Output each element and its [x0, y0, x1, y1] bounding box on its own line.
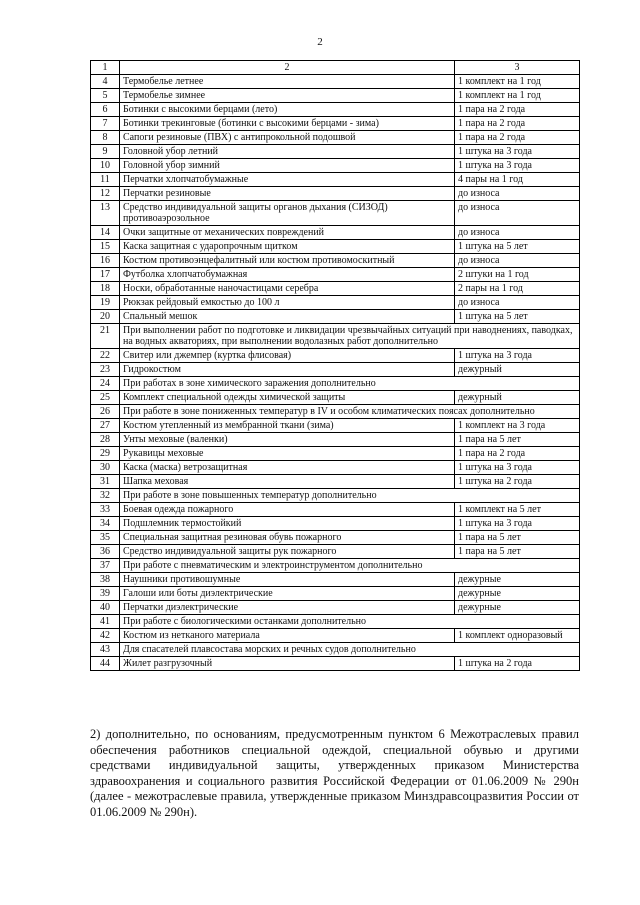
- item-name: Перчатки диэлектрические: [120, 601, 455, 615]
- norms-table-body: [91, 61, 580, 671]
- item-name: Футболка хлопчатобумажная: [120, 268, 455, 282]
- section-heading: Для спасателей плавсостава морских и речных судов дополнительно: [120, 643, 580, 657]
- row-number: 26: [91, 405, 120, 419]
- item-name: Каска защитная с ударопрочным щитком: [120, 240, 455, 254]
- item-name: Наушники противошумные: [120, 573, 455, 587]
- row-number: 12: [91, 187, 120, 201]
- item-name: Унты меховые (валенки): [120, 433, 455, 447]
- issue-norm: 1 штука на 2 года: [455, 475, 580, 489]
- item-name: Термобелье зимнее: [120, 89, 455, 103]
- row-number: 19: [91, 296, 120, 310]
- table-section-row: [91, 643, 580, 657]
- table-row: [91, 254, 580, 268]
- item-name: Боевая одежда пожарного: [120, 503, 455, 517]
- table-row: [91, 363, 580, 377]
- table-row: [91, 531, 580, 545]
- item-name: Свитер или джемпер (куртка флисовая): [120, 349, 455, 363]
- table-row: [91, 89, 580, 103]
- issue-norm: 1 штука на 2 года: [455, 657, 580, 671]
- row-number: 22: [91, 349, 120, 363]
- table-row: [91, 282, 580, 296]
- table-row: [91, 187, 580, 201]
- row-number: 13: [91, 201, 120, 226]
- table-row: [91, 419, 580, 433]
- table-row: [91, 296, 580, 310]
- item-name: Термобелье летнее: [120, 75, 455, 89]
- issue-norm: 1 штука на 5 лет: [455, 240, 580, 254]
- row-number: 24: [91, 377, 120, 391]
- issue-norm: до износа: [455, 254, 580, 268]
- table-row: [91, 461, 580, 475]
- table-row: [91, 517, 580, 531]
- row-number: 35: [91, 531, 120, 545]
- table-row: [91, 268, 580, 282]
- item-name: Костюм противоэнцефалитный или костюм противомоскитный: [120, 254, 455, 268]
- table-row: [91, 503, 580, 517]
- table-row: [91, 201, 580, 226]
- row-number: 9: [91, 145, 120, 159]
- row-number: 36: [91, 545, 120, 559]
- row-number: 28: [91, 433, 120, 447]
- item-name: Галоши или боты диэлектрические: [120, 587, 455, 601]
- row-number: 27: [91, 419, 120, 433]
- header-cell-2: 2: [120, 61, 455, 75]
- table-section-row: [91, 405, 580, 419]
- issue-norm: дежурный: [455, 363, 580, 377]
- row-number: 23: [91, 363, 120, 377]
- issue-norm: до износа: [455, 201, 580, 226]
- item-name: Средство индивидуальной защиты рук пожарного: [120, 545, 455, 559]
- row-number: 14: [91, 226, 120, 240]
- item-name: Каска (маска) ветрозащитная: [120, 461, 455, 475]
- row-number: 5: [91, 89, 120, 103]
- row-number: 30: [91, 461, 120, 475]
- table-row: [91, 75, 580, 89]
- row-number: 41: [91, 615, 120, 629]
- issue-norm: 2 пары на 1 год: [455, 282, 580, 296]
- row-number: 29: [91, 447, 120, 461]
- section-heading: При работе с биологическими останками дополнительно: [120, 615, 580, 629]
- table-section-row: [91, 377, 580, 391]
- issue-norm: 1 штука на 3 года: [455, 159, 580, 173]
- row-number: 40: [91, 601, 120, 615]
- table-row: [91, 159, 580, 173]
- row-number: 11: [91, 173, 120, 187]
- row-number: 20: [91, 310, 120, 324]
- issue-norm: 1 штука на 3 года: [455, 461, 580, 475]
- issue-norm: 1 штука на 3 года: [455, 349, 580, 363]
- item-name: Комплект специальной одежды химической защиты: [120, 391, 455, 405]
- item-name: Ботинки с высокими берцами (лето): [120, 103, 455, 117]
- issue-norm: 1 комплект на 1 год: [455, 75, 580, 89]
- row-number: 34: [91, 517, 120, 531]
- issue-norm: 2 штуки на 1 год: [455, 268, 580, 282]
- table-row: [91, 131, 580, 145]
- issue-norm: 1 пара на 2 года: [455, 117, 580, 131]
- page-number: 2: [317, 36, 323, 48]
- item-name: Перчатки хлопчатобумажные: [120, 173, 455, 187]
- issue-norm: 1 пара на 2 года: [455, 103, 580, 117]
- table-row: [91, 447, 580, 461]
- table-row: [91, 475, 580, 489]
- row-number: 42: [91, 629, 120, 643]
- item-name: Жилет разгрузочный: [120, 657, 455, 671]
- item-name: Гидрокостюм: [120, 363, 455, 377]
- row-number: 18: [91, 282, 120, 296]
- table-row: [91, 226, 580, 240]
- table-header-row: [91, 61, 580, 75]
- issue-norm: дежурные: [455, 587, 580, 601]
- table-section-row: [91, 489, 580, 503]
- table-row: [91, 240, 580, 254]
- table-row: [91, 310, 580, 324]
- issue-norm: до износа: [455, 296, 580, 310]
- section-heading: При выполнении работ по подготовке и ликвидации чрезвычайных ситуаций при наводнениях, паводках, на водных акваториях, при выполнении водолазных работ дополнительно: [120, 324, 580, 349]
- row-number: 43: [91, 643, 120, 657]
- issue-norm: 1 штука на 3 года: [455, 145, 580, 159]
- issue-norm: дежурные: [455, 573, 580, 587]
- issue-norm: дежурный: [455, 391, 580, 405]
- issue-norm: 1 пара на 2 года: [455, 131, 580, 145]
- issue-norm: 1 комплект на 1 год: [455, 89, 580, 103]
- row-number: 16: [91, 254, 120, 268]
- issue-norm: до износа: [455, 187, 580, 201]
- row-number: 21: [91, 324, 120, 349]
- row-number: 37: [91, 559, 120, 573]
- item-name: Перчатки резиновые: [120, 187, 455, 201]
- table-row: [91, 173, 580, 187]
- issue-norm: 4 пары на 1 год: [455, 173, 580, 187]
- issue-norm: 1 штука на 5 лет: [455, 310, 580, 324]
- issue-norm: до износа: [455, 226, 580, 240]
- row-number: 38: [91, 573, 120, 587]
- row-number: 32: [91, 489, 120, 503]
- section-heading: При работе в зоне пониженных температур в IV и особом климатических поясах дополнительно: [120, 405, 580, 419]
- row-number: 10: [91, 159, 120, 173]
- row-number: 25: [91, 391, 120, 405]
- table-section-row: [91, 324, 580, 349]
- item-name: Шапка меховая: [120, 475, 455, 489]
- item-name: Сапоги резиновые (ПВХ) с антипрокольной подошвой: [120, 131, 455, 145]
- table-row: [91, 103, 580, 117]
- table-row: [91, 349, 580, 363]
- item-name: Специальная защитная резиновая обувь пожарного: [120, 531, 455, 545]
- row-number: 4: [91, 75, 120, 89]
- issue-norm: дежурные: [455, 601, 580, 615]
- row-number: 44: [91, 657, 120, 671]
- row-number: 7: [91, 117, 120, 131]
- issue-norm: 1 пара на 5 лет: [455, 545, 580, 559]
- table-row: [91, 145, 580, 159]
- table-row: [91, 587, 580, 601]
- issue-norm: 1 пара на 2 года: [455, 447, 580, 461]
- issue-norm: 1 штука на 3 года: [455, 517, 580, 531]
- table-row: [91, 391, 580, 405]
- norms-table: [90, 60, 580, 671]
- section-heading: При работе с пневматическим и электроинструментом дополнительно: [120, 559, 580, 573]
- issue-norm: 1 комплект на 3 года: [455, 419, 580, 433]
- item-name: Костюм утепленный из мембранной ткани (зима): [120, 419, 455, 433]
- row-number: 39: [91, 587, 120, 601]
- table-row: [91, 573, 580, 587]
- issue-norm: 1 комплект одноразовый: [455, 629, 580, 643]
- item-name: Подшлемник термостойкий: [120, 517, 455, 531]
- table-row: [91, 433, 580, 447]
- table-row: [91, 117, 580, 131]
- item-name: Рукавицы меховые: [120, 447, 455, 461]
- item-name: Головной убор летний: [120, 145, 455, 159]
- issue-norm: 1 комплект на 5 лет: [455, 503, 580, 517]
- header-cell-1: 1: [91, 61, 120, 75]
- table-section-row: [91, 615, 580, 629]
- item-name: Очки защитные от механических повреждений: [120, 226, 455, 240]
- row-number: 17: [91, 268, 120, 282]
- row-number: 6: [91, 103, 120, 117]
- table-section-row: [91, 559, 580, 573]
- table-row: [91, 601, 580, 615]
- header-cell-3: 3: [455, 61, 580, 75]
- item-name: Костюм из нетканого материала: [120, 629, 455, 643]
- item-name: Ботинки трекинговые (ботинки с высокими берцами - зима): [120, 117, 455, 131]
- table-row: [91, 545, 580, 559]
- issue-norm: 1 пара на 5 лет: [455, 531, 580, 545]
- issue-norm: 1 пара на 5 лет: [455, 433, 580, 447]
- item-name: Носки, обработанные наночастицами серебра: [120, 282, 455, 296]
- body-paragraph: 2) дополнительно, по основаниям, предусмотренным пунктом 6 Межотраслевых правил обеспечения работников специальной одеждой, специальной обувью и другими средствами индивидуальной защиты, утвержденных приказом Министерства здравоохранения и социального развития Российской Федерации от 01.06.2009 № 290н (далее - межотраслевые правила, утвержденные приказом Минздравсоцразвития России от 01.06.2009 № 290н).: [90, 727, 579, 819]
- row-number: 33: [91, 503, 120, 517]
- table-row: [91, 629, 580, 643]
- item-name: Спальный мешок: [120, 310, 455, 324]
- section-heading: При работах в зоне химического заражения дополнительно: [120, 377, 580, 391]
- item-name: Рюкзак рейдовый емкостью до 100 л: [120, 296, 455, 310]
- item-name: Головной убор зимний: [120, 159, 455, 173]
- section-heading: При работе в зоне повышенных температур дополнительно: [120, 489, 580, 503]
- item-name: Средство индивидуальной защиты органов дыхания (СИЗОД) противоаэрозольное: [120, 201, 455, 226]
- row-number: 15: [91, 240, 120, 254]
- row-number: 8: [91, 131, 120, 145]
- table-row: [91, 657, 580, 671]
- row-number: 31: [91, 475, 120, 489]
